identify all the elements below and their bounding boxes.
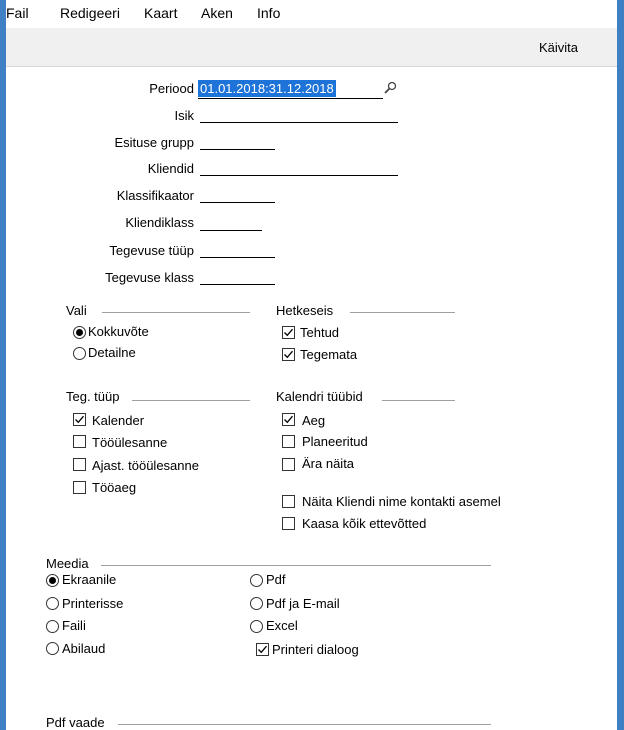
checkmark-icon [283, 327, 294, 338]
ara-naita-label: Ära näita [302, 456, 355, 471]
person-label: Isik [174, 108, 194, 123]
printeri-dialoog-checkbox[interactable] [256, 643, 269, 656]
kokkuvote-radio[interactable] [73, 326, 86, 339]
planeeritud-label: Planeeritud [302, 434, 368, 449]
menu-kaart[interactable]: Kaart [144, 5, 178, 21]
checkmark-icon [283, 349, 294, 360]
display-group-label: Esituse grupp [114, 135, 194, 150]
classifier-input[interactable] [200, 202, 275, 203]
kaasa-koik-ettevotted-checkbox[interactable] [282, 517, 295, 530]
printerisse-label: Printerisse [62, 596, 124, 611]
pdf-ja-email-radio[interactable] [250, 597, 263, 610]
tooulesanne-checkbox[interactable] [73, 435, 86, 448]
vali-title: Vali [66, 303, 87, 318]
pdf-ja-email-label: Pdf ja E-mail [266, 596, 340, 611]
period-underline [198, 98, 383, 99]
teg-tyyp-divider [132, 400, 250, 401]
excel-radio[interactable] [250, 620, 263, 633]
abilaud-label: Abilaud [62, 641, 106, 656]
menu-redigeeri[interactable]: Redigeeri [60, 5, 120, 21]
kaasa-koik-ettevotted-label: Kaasa kõik ettevõtted [302, 516, 427, 531]
teg-tyyp-title: Teg. tüüp [66, 389, 120, 404]
checkmark-icon [74, 414, 85, 425]
kalendri-tyybid-title: Kalendri tüübid [276, 389, 363, 404]
hetkeseis-divider [350, 312, 455, 313]
abilaud-radio[interactable] [46, 642, 59, 655]
period-label: Periood [149, 81, 194, 96]
menu-fail[interactable]: Fail [6, 5, 29, 21]
activity-type-label: Tegevuse tüüp [109, 243, 194, 258]
excel-label: Excel [266, 618, 298, 633]
report-form [6, 67, 617, 730]
search-icon[interactable] [383, 81, 397, 95]
tooulesanne-label: Tööülesanne [92, 435, 168, 450]
customers-label: Kliendid [147, 161, 194, 176]
window-frame-right [617, 0, 624, 730]
pdf-radio[interactable] [250, 574, 263, 587]
customers-input[interactable] [200, 175, 398, 176]
tehtud-checkbox[interactable] [282, 326, 295, 339]
faili-radio[interactable] [46, 620, 59, 633]
activity-class-input[interactable] [200, 284, 275, 285]
detailne-radio[interactable] [73, 347, 86, 360]
run-button[interactable]: Käivita [539, 40, 579, 55]
person-input[interactable] [200, 122, 398, 123]
pdf-vaade-divider [118, 724, 491, 725]
checkmark-icon [257, 644, 268, 655]
classifier-label: Klassifikaator [116, 188, 194, 203]
detailne-label: Detailne [88, 345, 136, 360]
tooaeg-checkbox[interactable] [73, 481, 86, 494]
kalendri-tyybid-divider [382, 400, 455, 401]
aeg-checkbox[interactable] [282, 413, 295, 426]
pdf-label: Pdf [266, 572, 286, 587]
customer-class-input[interactable] [200, 230, 262, 231]
meedia-divider [101, 565, 491, 566]
printeri-dialoog-label: Printeri dialoog [272, 642, 359, 657]
ekraanile-label: Ekraanile [62, 572, 117, 587]
aeg-label: Aeg [302, 413, 326, 428]
kalender-label: Kalender [92, 413, 145, 428]
activity-type-input[interactable] [200, 257, 275, 258]
kalender-checkbox[interactable] [73, 413, 86, 426]
naita-kliendi-nime-label: Näita Kliendi nime kontakti asemel [302, 494, 501, 509]
menu-info[interactable]: Info [257, 5, 281, 21]
meedia-title: Meedia [46, 556, 89, 571]
tooaeg-label: Tööaeg [92, 480, 137, 495]
display-group-input[interactable] [200, 149, 275, 150]
tehtud-label: Tehtud [300, 325, 340, 340]
menu-bar [6, 0, 617, 28]
naita-kliendi-nime-checkbox[interactable] [282, 495, 295, 508]
checkmark-icon [283, 414, 294, 425]
kokkuvote-label: Kokkuvõte [88, 324, 149, 339]
hetkeseis-title: Hetkeseis [276, 303, 334, 318]
printerisse-radio[interactable] [46, 597, 59, 610]
tegemata-label: Tegemata [300, 347, 358, 362]
period-input[interactable]: 01.01.2018:31.12.2018 [200, 81, 334, 96]
customer-class-label: Kliendiklass [125, 215, 194, 230]
vali-divider [102, 312, 250, 313]
ajast-tooulesanne-label: Ajast. tööülesanne [92, 458, 199, 473]
activity-class-label: Tegevuse klass [105, 270, 194, 285]
toolbar [6, 28, 617, 67]
ajast-tooulesanne-checkbox[interactable] [73, 458, 86, 471]
faili-label: Faili [62, 618, 86, 633]
planeeritud-checkbox[interactable] [282, 435, 295, 448]
menu-aken[interactable]: Aken [201, 5, 233, 21]
ekraanile-radio[interactable] [46, 574, 59, 587]
pdf-vaade-title: Pdf vaade [46, 715, 105, 730]
tegemata-checkbox[interactable] [282, 348, 295, 361]
ara-naita-checkbox[interactable] [282, 458, 295, 471]
